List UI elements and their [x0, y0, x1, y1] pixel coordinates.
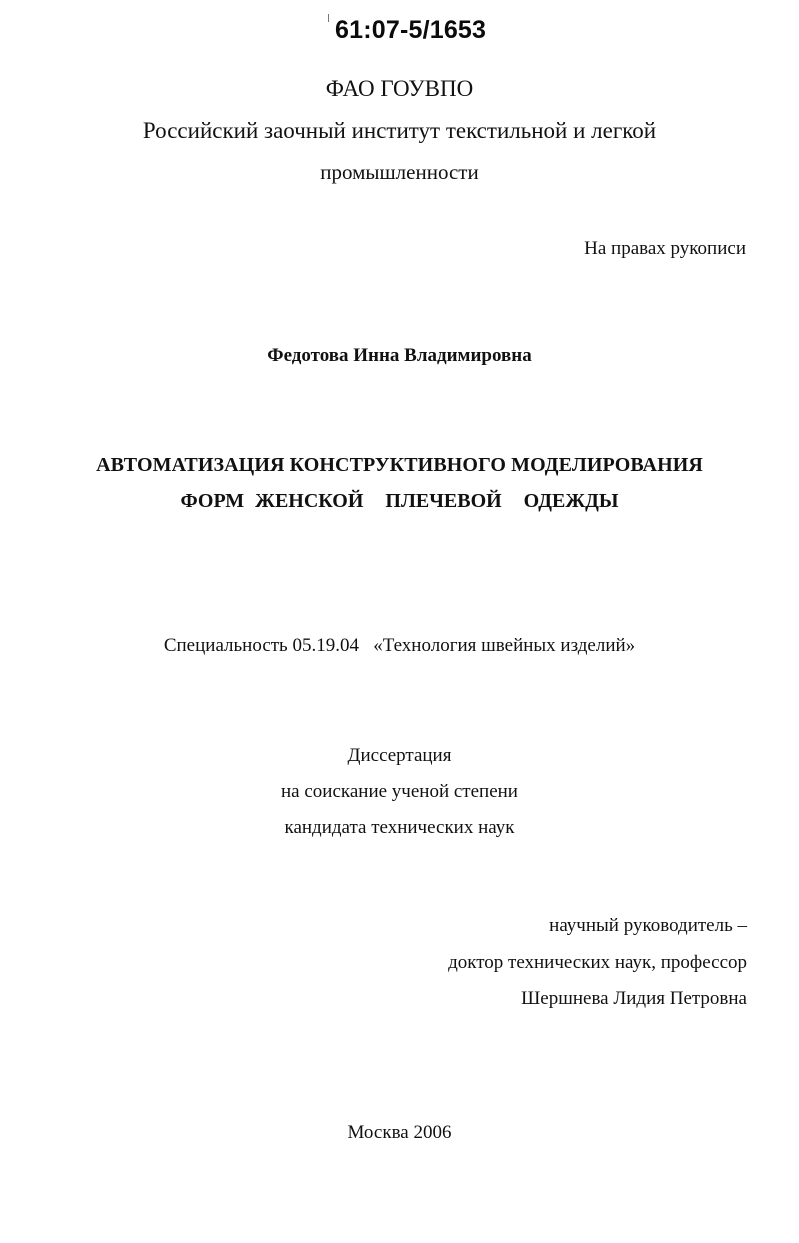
supervisor-degree: доктор технических наук, профессор	[448, 952, 747, 973]
degree-purpose: на соискание ученой степени	[281, 781, 518, 802]
dissertation-title-line-2: ФОРМ ЖЕНСКОЙ ПЛЕЧЕВОЙ ОДЕЖДЫ	[180, 490, 619, 512]
scan-mark	[328, 14, 329, 22]
organization-name: ФАО ГОУВПО	[325, 76, 474, 101]
institute-name-line-1: Российский заочный институт текстильной и легкой	[142, 118, 657, 143]
manuscript-rights-note: На правах рукописи	[584, 238, 746, 259]
supervisor-role: научный руководитель –	[549, 915, 747, 936]
specialty-line: Специальность 05.19.04 «Технология швейных изделий»	[163, 635, 636, 656]
dissertation-label: Диссертация	[347, 745, 452, 766]
degree-name: кандидата технических наук	[284, 817, 515, 838]
dissertation-title-line-1: АВТОМАТИЗАЦИЯ КОНСТРУКТИВНОГО МОДЕЛИРОВАНИЯ	[96, 454, 703, 476]
institute-name-line-2: промышленности	[320, 160, 479, 184]
library-stamp-code: 61:07-5/1653	[335, 16, 487, 44]
supervisor-name: Шершнева Лидия Петровна	[521, 988, 747, 1009]
city-year: Москва 2006	[347, 1122, 452, 1143]
author-name: Федотова Инна Владимировна	[267, 345, 532, 366]
